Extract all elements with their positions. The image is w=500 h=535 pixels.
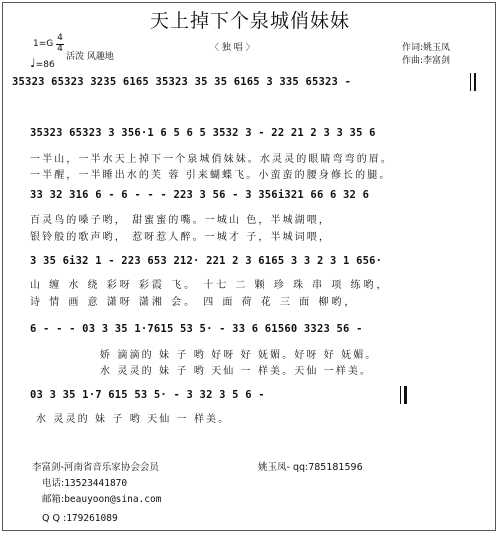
phone-number: 13523441870 (64, 478, 128, 489)
qq-line (42, 513, 118, 524)
tempo-marking (30, 56, 55, 70)
score-row-4-lyric-2: 诗 情 画 意 潇呀 潇湘 会。 四 面 荷 花 三 面 柳哟， (30, 297, 358, 308)
score-row-2-notes: 35323 65323 3 356·1 6 5 6 5 3532 3 - 22 21 2 3 3 35 6 (30, 127, 376, 139)
email-label: 邮箱: (42, 494, 65, 505)
email-line (42, 491, 161, 505)
barline (470, 73, 471, 91)
barline-thick (474, 73, 476, 91)
mood-marking: 活泼 风趣地 (66, 52, 114, 62)
meter-top: 4 (57, 33, 63, 43)
song-title: 天上掉下个泉城俏妹妹 (149, 10, 350, 32)
score-row-5-lyric-1: 娇 滴滴的 妹 子 哟 好呀 好 妩媚。好呀 好 妩媚。 (100, 350, 378, 361)
section-label: 〈 独 唱 〉 (210, 43, 255, 53)
final-barline (400, 386, 401, 404)
score-row-1-notes: 35323 65323 3235 6165 35323 35 35 6165 3 335 65323 - (12, 76, 352, 88)
score-row-5-lyric-2: 水 灵灵的 妹 子 哟 天仙 一 样美。天仙 一样美。 (100, 366, 373, 377)
phone-line (42, 475, 127, 489)
qq-label: Q Q : (42, 513, 67, 524)
score-row-3-notes: 33 32 316 6 - 6 - - - 223 3 56 - 3 356i321 66 6 32 6 (30, 189, 370, 201)
quarter-note-icon: ♩ (30, 56, 36, 70)
lyricist-info: 姚玉凤- qq:785181596 (258, 462, 363, 473)
email-address: beauyoon@sina.com (64, 494, 162, 505)
key-signature: 1=G (33, 39, 54, 49)
score-row-3-lyric-1: 百灵鸟的嗓子哟， 甜蜜蜜的嘴。一城山 色，半城湖喂， (30, 215, 331, 226)
score-row-3-lyric-2: 银铃般的歌声哟， 惹呀惹人醉。一城才 子，半城词喂， (30, 232, 331, 243)
qq-number: 179261089 (66, 513, 118, 524)
score-row-6-lyric-1: 水 灵灵的 妹 子 哟 天仙 一 样美。 (36, 414, 231, 425)
phone-label: 电话: (42, 478, 65, 489)
tempo-value: =86 (35, 60, 55, 70)
score-row-4-notes: 3 35 6i32 1 - 223 653 212· 221 2 3 6165 3 3 2 3 1 656· (30, 255, 383, 267)
lyricist-credit: 作词:姚玉凤 (402, 43, 451, 53)
score-row-2-lyric-2: 一半醒，一半睡出水的芙 蓉 引来蝴蝶飞。小蛮蛮的腰身修长的腿。 (30, 170, 392, 181)
final-barline-thick (404, 386, 407, 404)
score-row-5-notes: 6 - - - 03 3 35 1·7615 53 5· - 33 6 61560 3323 56 - (30, 323, 363, 335)
score-row-4-lyric-1: 山 缠 水 绕 彩呀 彩霞 飞。 十七 二 颗 珍 珠 串 项 练哟， (30, 280, 390, 291)
score-row-6-notes: 03 3 35 1·7 615 53 5· - 3 32 3 5 6 - (30, 389, 265, 401)
time-signature (56, 34, 64, 54)
score-row-2-lyric-1: 一半山，一半水天上掉下一个泉城俏妹妹。水灵灵的眼睛弯弯的眉。 (30, 154, 393, 165)
composer-credit: 作曲:李富剑 (402, 56, 451, 66)
meter-bottom: 4 (57, 44, 63, 54)
composer-info: 李富剑-河南省音乐家协会会员 (32, 462, 159, 473)
